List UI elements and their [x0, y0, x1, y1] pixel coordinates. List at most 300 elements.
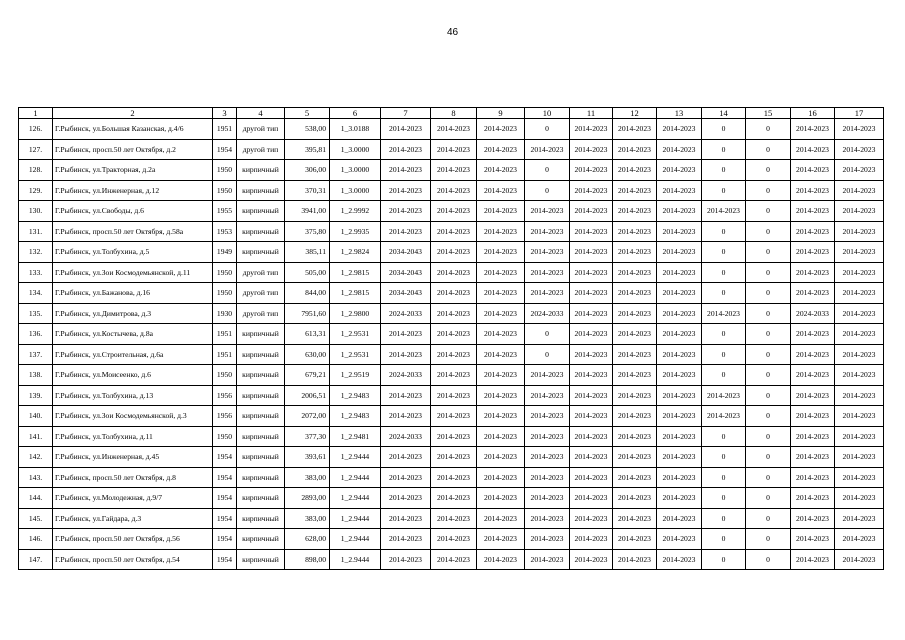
table-cell: 2014-2023 [477, 508, 525, 529]
table-cell: 0 [746, 303, 791, 324]
table-cell: 2014-2023 [657, 139, 702, 160]
table-cell: 2014-2023 [657, 549, 702, 570]
table-cell: 898,00 [285, 549, 330, 570]
table-cell: 1954 [213, 529, 237, 550]
table-cell: 377,30 [285, 426, 330, 447]
table-cell: 505,00 [285, 262, 330, 283]
table-cell: 2014-2023 [657, 447, 702, 468]
column-header-9: 9 [477, 108, 525, 119]
table-cell: 2014-2023 [525, 508, 570, 529]
table-cell: кирпичный [237, 549, 285, 570]
table-cell: 2014-2023 [477, 201, 525, 222]
table-cell: 0 [702, 467, 746, 488]
table-cell: 2014-2023 [613, 221, 657, 242]
table-cell: 2014-2023 [791, 529, 835, 550]
column-header-11: 11 [570, 108, 613, 119]
column-header-17: 17 [835, 108, 884, 119]
table-cell: 0 [746, 221, 791, 242]
table-cell: 2014-2023 [657, 283, 702, 304]
table-cell: 0 [702, 508, 746, 529]
table-cell: 1_2.9815 [330, 262, 381, 283]
table-header-row [19, 108, 884, 119]
table-cell: 2014-2023 [570, 365, 613, 386]
table-cell: 2014-2023 [381, 221, 431, 242]
table-cell: 2014-2023 [702, 406, 746, 427]
table-cell: 679,21 [285, 365, 330, 386]
table-cell: 2014-2023 [613, 447, 657, 468]
table-row [19, 549, 884, 570]
table-cell: 2014-2023 [431, 549, 477, 570]
table-cell: другой тип [237, 262, 285, 283]
table-cell: 2014-2023 [791, 139, 835, 160]
table-cell: 2014-2023 [613, 365, 657, 386]
table-cell: 2014-2023 [613, 529, 657, 550]
table-cell: 2014-2023 [570, 180, 613, 201]
address-cell: Г.Рыбинск, ул.Молодежная, д.9/7 [53, 488, 213, 509]
table-cell: 2072,00 [285, 406, 330, 427]
table-row [19, 467, 884, 488]
table-cell: 2014-2023 [477, 406, 525, 427]
table-cell: 2014-2023 [431, 139, 477, 160]
table-cell: кирпичный [237, 467, 285, 488]
table-cell: 2014-2023 [570, 160, 613, 181]
table-cell: 7951,60 [285, 303, 330, 324]
table-cell: кирпичный [237, 344, 285, 365]
table-row [19, 508, 884, 529]
table-cell: 370,31 [285, 180, 330, 201]
table-cell: 1950 [213, 262, 237, 283]
table-cell: 0 [746, 385, 791, 406]
table-cell: 2014-2023 [835, 406, 884, 427]
table-cell: 306,00 [285, 160, 330, 181]
column-header-7: 7 [381, 108, 431, 119]
table-cell: 132. [19, 242, 53, 263]
table-cell: 2014-2023 [381, 344, 431, 365]
table-cell: 0 [746, 180, 791, 201]
column-header-8: 8 [431, 108, 477, 119]
table-cell: 2014-2023 [381, 529, 431, 550]
table-cell: 0 [746, 242, 791, 263]
table-cell: 2014-2023 [381, 549, 431, 570]
table-cell: 0 [746, 365, 791, 386]
table-cell: 2014-2023 [570, 529, 613, 550]
table-cell: 3941,00 [285, 201, 330, 222]
table-row [19, 160, 884, 181]
table-cell: 2014-2023 [570, 119, 613, 140]
table-cell: 2014-2023 [702, 303, 746, 324]
table-cell: 2014-2023 [477, 529, 525, 550]
table-cell: 2014-2023 [657, 344, 702, 365]
table-cell: 0 [746, 119, 791, 140]
table-cell: 2034-2043 [381, 242, 431, 263]
table-row [19, 426, 884, 447]
table-cell: 2014-2023 [657, 303, 702, 324]
address-cell: Г.Рыбинск, ул.Толбухина, д.5 [53, 242, 213, 263]
table-cell: 144. [19, 488, 53, 509]
table-cell: 2014-2023 [431, 385, 477, 406]
table-cell: 2014-2023 [835, 344, 884, 365]
table-cell: 393,61 [285, 447, 330, 468]
table-cell: 2014-2023 [657, 324, 702, 345]
table-cell: 2014-2023 [431, 508, 477, 529]
table-cell: 2014-2023 [431, 324, 477, 345]
table-cell: 1_3.0188 [330, 119, 381, 140]
table-row [19, 139, 884, 160]
table-cell: 2014-2023 [525, 385, 570, 406]
table-cell: 2014-2023 [570, 385, 613, 406]
table-cell: 134. [19, 283, 53, 304]
table-cell: 2014-2023 [835, 221, 884, 242]
table-cell: 2014-2023 [613, 119, 657, 140]
table-cell: 2014-2023 [835, 262, 884, 283]
table-cell: 2014-2023 [657, 221, 702, 242]
column-header-13: 13 [657, 108, 702, 119]
table-cell: 2014-2023 [613, 467, 657, 488]
table-cell: 0 [702, 488, 746, 509]
table-cell: 127. [19, 139, 53, 160]
table-cell: 2014-2023 [477, 365, 525, 386]
table-cell: 375,80 [285, 221, 330, 242]
table-row [19, 385, 884, 406]
table-cell: 2014-2023 [570, 201, 613, 222]
table-cell: кирпичный [237, 385, 285, 406]
table-cell: 146. [19, 529, 53, 550]
table-cell: 383,00 [285, 508, 330, 529]
table-cell: кирпичный [237, 529, 285, 550]
table-cell: 2014-2023 [791, 385, 835, 406]
table-cell: 2024-2033 [381, 303, 431, 324]
address-cell: Г.Рыбинск, ул.Гайдара, д.3 [53, 508, 213, 529]
table-cell: 1954 [213, 139, 237, 160]
table-row [19, 303, 884, 324]
table-cell: 2014-2023 [477, 242, 525, 263]
table-cell: 2014-2023 [613, 549, 657, 570]
table-cell: кирпичный [237, 180, 285, 201]
table-cell: 1_2.9815 [330, 283, 381, 304]
table-cell: 2014-2023 [657, 385, 702, 406]
table-cell: другой тип [237, 303, 285, 324]
table-cell: 0 [746, 467, 791, 488]
table-cell: 2014-2023 [835, 467, 884, 488]
table-cell: 2014-2023 [525, 242, 570, 263]
table-cell: 2014-2023 [570, 406, 613, 427]
table-cell: 2014-2023 [525, 283, 570, 304]
table-cell: 628,00 [285, 529, 330, 550]
table-cell: 2014-2023 [657, 406, 702, 427]
table-cell: 1_2.9992 [330, 201, 381, 222]
table-cell: другой тип [237, 283, 285, 304]
table-row [19, 447, 884, 468]
address-cell: Г.Рыбинск, ул.Толбухина, д.13 [53, 385, 213, 406]
table-row [19, 324, 884, 345]
table-cell: 2014-2023 [835, 426, 884, 447]
column-header-14: 14 [702, 108, 746, 119]
table-cell: 1_2.9483 [330, 385, 381, 406]
column-header-2: 2 [53, 108, 213, 119]
table-cell: кирпичный [237, 242, 285, 263]
table-cell: 1950 [213, 426, 237, 447]
table-cell: 2014-2023 [431, 160, 477, 181]
column-header-4: 4 [237, 108, 285, 119]
table-cell: 1_2.9444 [330, 508, 381, 529]
table-cell: 2014-2023 [835, 160, 884, 181]
table-cell: 2014-2023 [613, 201, 657, 222]
table-cell: 1_2.9444 [330, 549, 381, 570]
column-header-12: 12 [613, 108, 657, 119]
table-cell: 143. [19, 467, 53, 488]
table-cell: 2014-2023 [791, 365, 835, 386]
table-cell: 2014-2023 [477, 180, 525, 201]
table-cell: 2014-2023 [431, 529, 477, 550]
table-cell: 2014-2023 [525, 447, 570, 468]
table-cell: 1_2.9444 [330, 447, 381, 468]
table-cell: 2014-2023 [835, 488, 884, 509]
table-cell: 1953 [213, 221, 237, 242]
table-cell: 1_2.9444 [330, 467, 381, 488]
table-cell: 2014-2023 [525, 139, 570, 160]
table-cell: 2014-2023 [791, 221, 835, 242]
table-cell: 2014-2023 [570, 467, 613, 488]
table-cell: 2014-2023 [381, 467, 431, 488]
address-cell: Г.Рыбинск, ул.Тракторная, д.2а [53, 160, 213, 181]
table-cell: 0 [746, 549, 791, 570]
table-row [19, 488, 884, 509]
table-cell: 0 [702, 365, 746, 386]
table-cell: 2014-2023 [477, 160, 525, 181]
table-cell: 2014-2023 [570, 242, 613, 263]
table-cell: 2014-2023 [613, 344, 657, 365]
table-cell: 2014-2023 [570, 447, 613, 468]
table-cell: 0 [746, 160, 791, 181]
table-cell: 0 [702, 426, 746, 447]
table-cell: кирпичный [237, 324, 285, 345]
table-cell: 1_2.9444 [330, 488, 381, 509]
table-cell: 0 [746, 508, 791, 529]
table-cell: 2014-2023 [835, 242, 884, 263]
table-cell: 2006,51 [285, 385, 330, 406]
table-cell: 2014-2023 [835, 508, 884, 529]
address-cell: Г.Рыбинск, просп.50 лет Октября, д.54 [53, 549, 213, 570]
table-cell: 133. [19, 262, 53, 283]
table-cell: 2014-2023 [525, 406, 570, 427]
table-cell: 2014-2023 [570, 139, 613, 160]
table-cell: 0 [746, 447, 791, 468]
table-cell: 2014-2023 [791, 262, 835, 283]
table-cell: другой тип [237, 119, 285, 140]
table-cell: кирпичный [237, 365, 285, 386]
table-cell: 2014-2023 [702, 385, 746, 406]
table-cell: 2014-2023 [657, 467, 702, 488]
table-cell: 1950 [213, 160, 237, 181]
column-header-10: 10 [525, 108, 570, 119]
table-cell: 1951 [213, 324, 237, 345]
table-cell: 2014-2023 [477, 344, 525, 365]
table-cell: 0 [746, 488, 791, 509]
table-cell: 1950 [213, 283, 237, 304]
table-cell: 2014-2023 [613, 303, 657, 324]
table-cell: 2014-2023 [381, 385, 431, 406]
address-cell: Г.Рыбинск, ул.Инженерная, д.45 [53, 447, 213, 468]
table-cell: 2014-2023 [381, 488, 431, 509]
table-cell: 2014-2023 [525, 529, 570, 550]
table-cell: 2014-2023 [657, 488, 702, 509]
table-row [19, 201, 884, 222]
table-cell: 2014-2023 [525, 426, 570, 447]
table-cell: 0 [746, 344, 791, 365]
table-cell: 1954 [213, 447, 237, 468]
table-cell: 1_2.9824 [330, 242, 381, 263]
table-cell: 0 [525, 344, 570, 365]
table-cell: 2014-2023 [613, 180, 657, 201]
table-row [19, 242, 884, 263]
table-cell: 2014-2023 [431, 488, 477, 509]
table-cell: 2014-2023 [702, 201, 746, 222]
table-cell: 395,81 [285, 139, 330, 160]
table-cell: 2014-2023 [613, 488, 657, 509]
table-cell: 1_2.9935 [330, 221, 381, 242]
table-cell: 1_2.9444 [330, 529, 381, 550]
table-cell: 130. [19, 201, 53, 222]
table-cell: 1_3.0000 [330, 180, 381, 201]
table-cell: 2893,00 [285, 488, 330, 509]
table-cell: 538,00 [285, 119, 330, 140]
table-cell: 2014-2023 [381, 119, 431, 140]
table-cell: 2014-2023 [791, 283, 835, 304]
table-cell: 385,11 [285, 242, 330, 263]
address-cell: Г.Рыбинск, просп.50 лет Октября, д.8 [53, 467, 213, 488]
table-cell: 2014-2023 [835, 549, 884, 570]
table-cell: 2014-2023 [477, 303, 525, 324]
table-cell: 2014-2023 [791, 488, 835, 509]
table-cell: 0 [702, 221, 746, 242]
table-cell: 2014-2023 [431, 201, 477, 222]
table-cell: кирпичный [237, 201, 285, 222]
table-cell: 2014-2023 [791, 180, 835, 201]
table-cell: 2014-2023 [613, 406, 657, 427]
address-cell: Г.Рыбинск, ул.Инженерная, д.12 [53, 180, 213, 201]
table-cell: 0 [702, 160, 746, 181]
table-cell: 2014-2023 [525, 488, 570, 509]
table-cell: 2014-2023 [657, 262, 702, 283]
table-cell: 2014-2023 [431, 406, 477, 427]
table-cell: кирпичный [237, 426, 285, 447]
table-row [19, 283, 884, 304]
table-cell: 1951 [213, 344, 237, 365]
address-cell: Г.Рыбинск, просп.50 лет Октября, д.2 [53, 139, 213, 160]
table-cell: 1951 [213, 119, 237, 140]
table-cell: 1954 [213, 467, 237, 488]
table-cell: 2014-2023 [525, 549, 570, 570]
table-cell: 2014-2023 [477, 426, 525, 447]
table-cell: 1_3.0000 [330, 160, 381, 181]
table-row [19, 529, 884, 550]
table-cell: 0 [702, 447, 746, 468]
table-cell: 1954 [213, 508, 237, 529]
table-cell: 129. [19, 180, 53, 201]
table-row [19, 365, 884, 386]
table-cell: 126. [19, 119, 53, 140]
table-cell: 2014-2023 [835, 385, 884, 406]
table-cell: 1_2.9481 [330, 426, 381, 447]
table-cell: 2014-2023 [431, 467, 477, 488]
table-cell: кирпичный [237, 447, 285, 468]
table-row [19, 221, 884, 242]
table-cell: 0 [525, 160, 570, 181]
table-cell: 2014-2023 [657, 426, 702, 447]
table-cell: 2014-2023 [525, 201, 570, 222]
table-cell: 2014-2023 [570, 262, 613, 283]
table-cell: 139. [19, 385, 53, 406]
table-cell: 2014-2023 [431, 221, 477, 242]
column-header-6: 6 [330, 108, 381, 119]
table-cell: 136. [19, 324, 53, 345]
table-cell: 2014-2023 [613, 242, 657, 263]
table-cell: 2014-2023 [381, 324, 431, 345]
table-cell: 2024-2033 [381, 426, 431, 447]
table-cell: 2014-2023 [570, 426, 613, 447]
table-cell: 2014-2023 [835, 201, 884, 222]
table-cell: 2014-2023 [570, 324, 613, 345]
table-cell: 2014-2023 [477, 119, 525, 140]
address-cell: Г.Рыбинск, ул.Бажанова, д.16 [53, 283, 213, 304]
table-cell: 140. [19, 406, 53, 427]
table-row [19, 406, 884, 427]
table-cell: кирпичный [237, 160, 285, 181]
table-cell: 0 [702, 529, 746, 550]
table-cell: 2014-2023 [657, 508, 702, 529]
table-cell: 0 [702, 242, 746, 263]
column-header-3: 3 [213, 108, 237, 119]
table-cell: 1_2.9800 [330, 303, 381, 324]
table-cell: 2014-2023 [570, 221, 613, 242]
table-cell: кирпичный [237, 221, 285, 242]
table-cell: 2014-2023 [791, 324, 835, 345]
table-cell: 2014-2023 [835, 283, 884, 304]
table-cell: 0 [746, 426, 791, 447]
table-cell: 844,00 [285, 283, 330, 304]
table-cell: 2014-2023 [613, 262, 657, 283]
table-cell: кирпичный [237, 508, 285, 529]
table-cell: 2014-2023 [657, 119, 702, 140]
table-cell: 2014-2023 [431, 426, 477, 447]
column-header-16: 16 [791, 108, 835, 119]
table-cell: 2014-2023 [657, 242, 702, 263]
table-cell: 2014-2023 [835, 119, 884, 140]
table-cell: 2014-2023 [525, 262, 570, 283]
table-cell: 2014-2023 [791, 549, 835, 570]
table-cell: 1949 [213, 242, 237, 263]
table-cell: 141. [19, 426, 53, 447]
table-cell: 2014-2023 [791, 160, 835, 181]
table-cell: 2014-2023 [791, 406, 835, 427]
table-cell: 137. [19, 344, 53, 365]
table-cell: 2014-2023 [657, 529, 702, 550]
table-cell: 613,31 [285, 324, 330, 345]
table-cell: 2014-2023 [613, 324, 657, 345]
table-cell: 2014-2023 [835, 324, 884, 345]
table-cell: 2014-2023 [381, 508, 431, 529]
table-cell: 128. [19, 160, 53, 181]
table-cell: 2014-2023 [431, 180, 477, 201]
table-cell: 0 [525, 324, 570, 345]
table-cell: 138. [19, 365, 53, 386]
table-cell: 2014-2023 [477, 467, 525, 488]
table-cell: 2014-2023 [525, 221, 570, 242]
table-cell: 1955 [213, 201, 237, 222]
table-cell: 2014-2023 [657, 201, 702, 222]
table-cell: 0 [702, 283, 746, 304]
address-cell: Г.Рыбинск, ул.Димитрова, д.3 [53, 303, 213, 324]
